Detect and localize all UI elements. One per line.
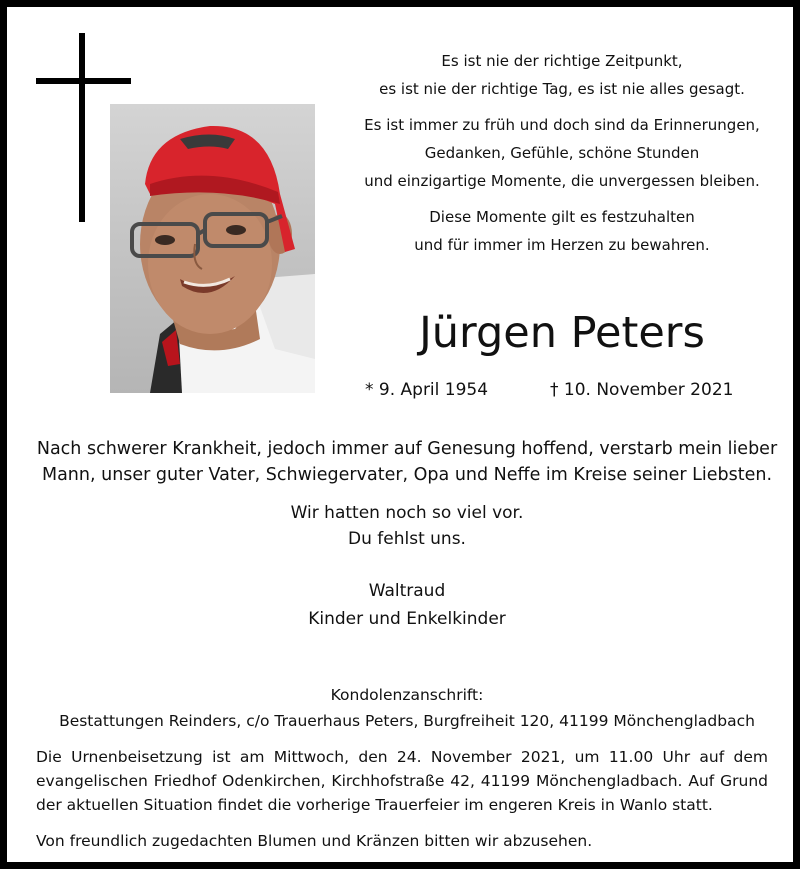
mourner-name: Waltraud xyxy=(368,581,446,601)
funeral-notice: Die Urnenbeisetzung ist am Mittwoch, den 24. November 2021, um 11.00 Uhr auf dem evangelischen Friedhof Odenkirchen, Kirchhofstraße 42, 41199 Mönchengladbach. Auf Grund der aktuellen Situation findet die vorherige Trauerfeier im engeren Kreis in Wanlo statt. xyxy=(36,748,768,814)
poem-line: es ist nie der richtige Tag, es ist nie alles gesagt. xyxy=(379,80,745,98)
poem-stanza-3 xyxy=(342,203,782,259)
condolence-address: Bestattungen Reinders, c/o Trauerhaus Peters, Burgfreiheit 120, 41199 Mönchengladbach xyxy=(59,712,755,730)
poem-line: Es ist immer zu früh und doch sind da Erinnerungen, xyxy=(364,116,760,134)
mourners xyxy=(17,577,797,633)
poem-line: Diese Momente gilt es festzuhalten xyxy=(429,208,695,226)
portrait-photo xyxy=(110,104,315,393)
deceased-name: Jürgen Peters xyxy=(419,308,705,358)
death-announcement xyxy=(17,436,797,488)
condolence-label: Kondolenzanschrift: xyxy=(330,686,484,704)
birth-date: * 9. April 1954 xyxy=(365,380,489,400)
poem xyxy=(342,47,782,267)
farewell-line: Wir hatten noch so viel vor. xyxy=(290,503,524,523)
flowers-notice: Von freundlich zugedachten Blumen und Kränzen bitten wir abzusehen. xyxy=(36,832,593,850)
cross-icon-bar xyxy=(36,78,131,84)
poem-stanza-1 xyxy=(342,47,782,103)
condolence-address-block xyxy=(17,682,797,734)
poem-line: Gedanken, Gefühle, schöne Stunden xyxy=(424,144,700,162)
portrait-illustration xyxy=(110,104,315,393)
poem-line: und für immer im Herzen zu bewahren. xyxy=(414,236,710,254)
farewell-line: Du fehlst uns. xyxy=(348,529,466,549)
cross-icon xyxy=(79,33,85,222)
announcement-line: Nach schwerer Krankheit, jedoch immer auf Genesung hoffend, verstarb mein lieber xyxy=(36,439,778,459)
death-date: † 10. November 2021 xyxy=(550,380,734,400)
announcement-line: Mann, unser guter Vater, Schwiegervater, Opa und Neffe im Kreise seiner Liebsten. xyxy=(41,465,773,485)
poem-line: und einzigartige Momente, die unvergessen bleiben. xyxy=(364,172,760,190)
mourner-name: Kinder und Enkelkinder xyxy=(308,609,506,629)
poem-line: Es ist nie der richtige Zeitpunkt, xyxy=(441,52,683,70)
poem-stanza-2 xyxy=(342,111,782,195)
farewell-message xyxy=(17,500,797,552)
